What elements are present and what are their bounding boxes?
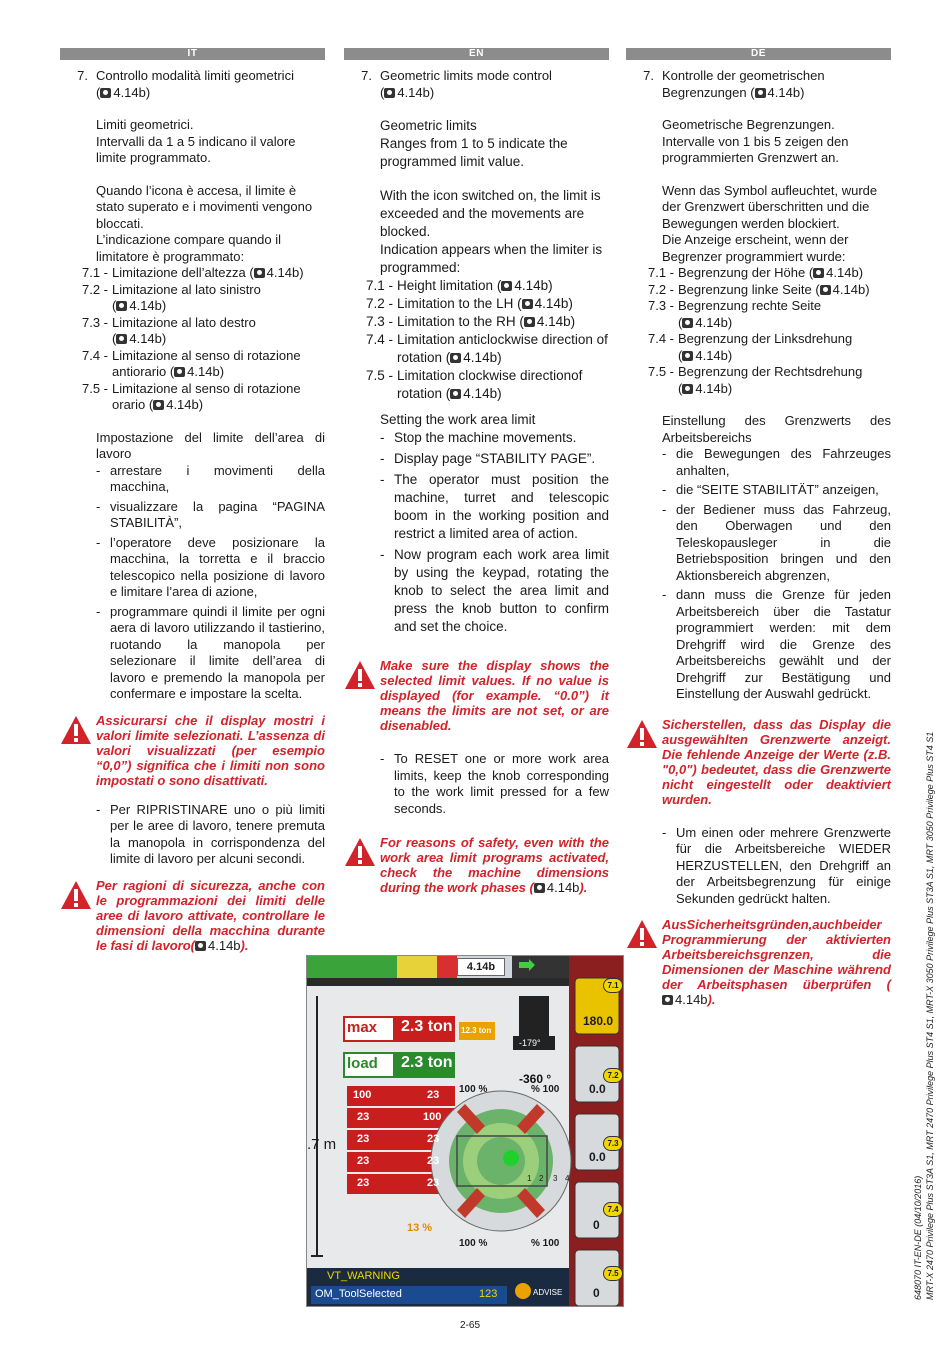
figure-label: 4.14b [457,958,505,976]
list-item: - Display page “STABILITY PAGE”. [380,451,596,466]
warning-block: Sicherstellen, dass das Display die ausgewählten Grenzwerte anzeigt. Die fehlende Anzeige der Werte (z.B. "0,0") bedeutet, dass die Grenzwerte nicht eingestellt oder deaktiviert wurden. [626,717,891,807]
sub-item: 7.4 - Begrenzung der Linksdrehung ( 4.14b) [648,331,853,363]
limit-cw-value: 0 [593,1286,600,1300]
callout-7-5: 7.5 [603,1266,623,1281]
table-cell: 23 [427,1155,440,1167]
paragraph: Geometric limits [380,118,477,133]
list-item: - dann muss die Grenze für jeden Arbeitsbereich über die Tastatur programmiert werden: mit dem Drehgriff wird die Grenze des Arbeitsbereichs gewählt und der Drehgriff zur Bestätigung und Einstellung der Auswahl gedrückt. [662,587,891,701]
sub-item: 7.1 - Height limitation ( 4.14b) [366,278,553,293]
camera-icon [153,400,164,410]
percent-bottom-left: 100 % [459,1238,488,1249]
table-cell: 100 [423,1111,442,1123]
percent-top-right: % 100 [531,1084,560,1095]
item-heading: 7. Controllo modalità limiti geometrici ( 4.14b) [77,68,294,100]
list-item: - Now program each work area limit by using the keypad, rotating the knob to select the area limit and press the knob button to confirm and set the choice. [380,547,609,634]
warning-block: Assicurarsi che il display mostri i valori limite selezionati. L’assenza di valori visualizzati (per esempio “0,0”) significa che i limiti non sono impostati o sono disattivati. [60,713,325,788]
ring-number: 4 [565,1174,570,1183]
list-item: - The operator must position the machine, turret and telescopic boom in the working position and restrict a limited area of action. [380,472,609,541]
gauge-percent: 13 % [407,1222,433,1234]
list-item: - Per RIPRISTINARE uno o più limiti per le aree di lavoro, tenere premuta la manopola in corrispondenza del limite di lavoro per alcuni secondi. [96,801,325,866]
language-header-en: EN [344,48,609,60]
sub-item: 7.3 - Limitation to the RH ( 4.14b) [366,314,576,329]
language-header-it: IT [60,48,325,60]
scale-label: .7 m [307,1136,337,1153]
max-label: max [347,1019,378,1036]
camera-icon [254,268,265,278]
sub-item: 7.5 - Limitazione al senso di rotazione orario ( 4.14b) [82,380,301,412]
item-heading: 7. Kontrolle der geometrischen Begrenzungen ( 4.14b) [643,68,825,100]
camera-icon [450,353,461,363]
ring-number: 1 [527,1174,532,1183]
paragraph: Intervalle von 1 bis 5 zeigen den programmierten Grenzwert an. [662,133,849,165]
side-document-info: 648070 IT-EN-DE (04/10/2016) MRT-X 2470 Privilege Plus ST3A S1, MRT 2470 Privilege Plus ST4 S1, MRT-X 3050 Privilege Plus ST3A S1, MRT 3050 Privilege Plus ST4 S1 [913,731,935,1300]
table-cell: 23 [357,1155,370,1167]
warning-icon [344,660,376,690]
section-title: Impostazione del limite dell’area di lavoro [96,429,325,461]
warning-icon [344,837,376,867]
limit-lh-value: 0.0 [589,1082,606,1096]
sub-item: 7.2 - Begrenzung linke Seite ( 4.14b) [648,281,870,297]
warning-block: For reasons of safety, even with the work area limit programs activated, check the machine dimensions during the work phases ( 4.14b). [344,835,609,895]
camera-icon [524,317,535,327]
list-item: - arrestare i movimenti della macchina, [96,462,325,494]
camera-icon [755,88,766,98]
language-header-de: DE [626,48,891,60]
camera-icon [534,883,545,893]
column-it [60,48,325,963]
tool-value: 123 [479,1288,498,1300]
rotation-value: -360 ° [519,1072,552,1086]
section-title: Einstellung des Grenzwerts des Arbeitsbereichs [662,413,891,445]
display-illustration [307,956,624,1307]
camera-icon [195,941,206,951]
figure-display-screenshot [306,955,624,1307]
list-item: - To RESET one or more work area limits, keep the knob corresponding to the work limit pressed for a few seconds. [380,751,609,816]
advise-text: ADVISE [533,1288,563,1297]
column-en [344,48,609,905]
sub-item: 7.4 - Limitazione al senso di rotazione antiorario ( 4.14b) [82,347,301,379]
limit-rh-value: 0.0 [589,1150,606,1164]
warning-block: AusSicherheitsgründen,auchbeider Programmierung der aktivierten Arbeitsbereichsgrenzen, die Dimensionen der Maschine während der Arbeitsphasen überprüfen (4.14b). [626,917,891,1007]
list-item: - programmare quindi il limite per ogni aera di lavoro utilizzando il tastierino, ruotando la manopola per selezionare il limite dell’area di lavoro e premendo la manopola per confermare e impostare la scelta. [96,603,325,701]
table-cell: 23 [427,1089,440,1101]
camera-icon [820,285,831,295]
callout-7-4: 7.4 [603,1202,623,1217]
warning-block: Make sure the display shows the selected limit values. If no value is displayed (for example. “0.0”) it means the limits are not set, or are disenabled. [344,658,609,733]
list-item: - die “SEITE STABILITÄT” anzeigen, [662,482,879,497]
table-cell: 23 [427,1177,440,1189]
table-cell: 23 [357,1177,370,1189]
warning-text: VT_WARNING [327,1270,400,1282]
camera-icon [662,995,673,1005]
item-heading: 7. Geometric limits mode control ( 4.14b) [361,68,552,100]
table-cell: 23 [357,1111,370,1123]
paragraph: Limiti geometrici. [96,117,194,132]
percent-top-left: 100 % [459,1084,488,1095]
paragraph: With the icon switched on, the limit is exceeded and the movements are blocked. [380,188,601,239]
max-value: 2.3 ton [401,1018,453,1035]
paragraph: Ranges from 1 to 5 indicate the programmed limit value. [380,136,568,169]
list-item: - der Bediener muss das Fahrzeug, den Oberwagen und den Teleskopausleger in die Betriebsposition bringen und den Aktionsbereich abgrenzen, [662,501,891,583]
paragraph: Geometrische Begrenzungen. [662,117,835,132]
sub-item: 7.3 - Begrenzung rechte Seite ( 4.14b) [648,298,822,330]
callout-7-1: 7.1 [603,978,623,993]
camera-icon [100,88,111,98]
sub-item: 7.5 - Limitation clockwise directionof rotation ( 4.14b) [366,368,583,401]
warning-icon [60,880,92,910]
load-value: 2.3 ton [401,1054,453,1071]
list-item: - Um einen oder mehrere Grenzwerte für die Arbeitsbereiche WIEDER HERZUSTELLEN, den Drehgriff an der Arbeitsbegrenzung für einige Sekunden gedrückt halten. [662,824,891,906]
camera-icon [501,281,512,291]
list-item: - l’operatore deve posizionare la macchina, la torretta e il braccio telescopico nella posizione di lavoro e limitare l’area di azione, [96,534,325,599]
section-title: Setting the work area limit [380,412,536,427]
list-item: - Stop the machine movements. [380,430,577,445]
ring-number: 2 [539,1174,544,1183]
turret-angle: -179° [519,1038,541,1048]
table-cell: 100 [353,1089,372,1101]
limit-acw-value: 0 [593,1218,600,1232]
camera-icon [384,88,395,98]
warning-icon [60,715,92,745]
sub-item: 7.4 - Limitation anticlockwise direction of rotation ( 4.14b) [366,332,608,365]
camera-icon [682,318,693,328]
camera-icon [522,299,533,309]
paragraph: Indication appears when the limiter is programmed: [380,242,603,275]
page-number: 2-65 [460,1320,481,1331]
sub-item: 7.3 - Limitazione al lato destro ( 4.14b) [82,314,256,346]
camera-icon [682,351,693,361]
load-label: load [347,1055,378,1072]
callout-7-3: 7.3 [603,1136,623,1151]
percent-bottom-right: % 100 [531,1238,560,1249]
sub-item: 7.2 - Limitation to the LH ( 4.14b) [366,296,573,311]
limit-height-value: 180.0 [583,1014,614,1028]
tool-text: OM_ToolSelected [315,1288,402,1300]
paragraph: Wenn das Symbol aufleuchtet, wurde der Grenzwert überschritten und die Bewegungen werden blockiert. [662,182,878,231]
sub-item: 7.1 - Begrenzung der Höhe ( 4.14b) [648,265,864,280]
warning-icon [626,919,658,949]
list-item: - die Bewegungen des Fahrzeuges anhalten, [662,446,891,478]
camera-icon [813,268,824,278]
paragraph: Intervalli da 1 a 5 indicano il valore limite programmato. [96,133,296,165]
sub-item: 7.2 - Limitazione al lato sinistro ( 4.14b) [82,281,261,313]
warning-icon [626,719,658,749]
camera-icon [450,389,461,399]
camera-icon [116,334,127,344]
badge-value: 12.3 ton [461,1026,492,1035]
warning-block: Per ragioni di sicurezza, anche con le programmazioni dei limiti delle aree di lavoro attivate, controllare le dimensioni della macchina durante le fasi di lavoro( 4.14b). [60,878,325,953]
camera-icon [174,367,185,377]
camera-icon [116,301,127,311]
table-cell: 23 [427,1133,440,1145]
ring-number: 3 [553,1174,558,1183]
paragraph: Quando l’icona è accesa, il limite è stato superato e i movimenti vengono bloccati. [96,182,313,231]
callout-7-2: 7.2 [603,1068,623,1083]
sub-item: 7.1 - Limitazione dell’altezza ( 4.14b) [82,265,304,280]
table-cell: 23 [357,1133,370,1145]
camera-icon [682,384,693,394]
sub-item: 7.5 - Begrenzung der Rechtsdrehung ( 4.14b) [648,364,863,396]
paragraph: L’indicazione compare quando il limitatore è programmato: [96,232,282,264]
paragraph: Die Anzeige erscheint, wenn der Begrenzer programmiert wurde: [662,232,849,264]
column-de [626,48,891,1017]
list-item: - visualizzare la pagina “PAGINA STABILITÀ”, [96,498,325,530]
